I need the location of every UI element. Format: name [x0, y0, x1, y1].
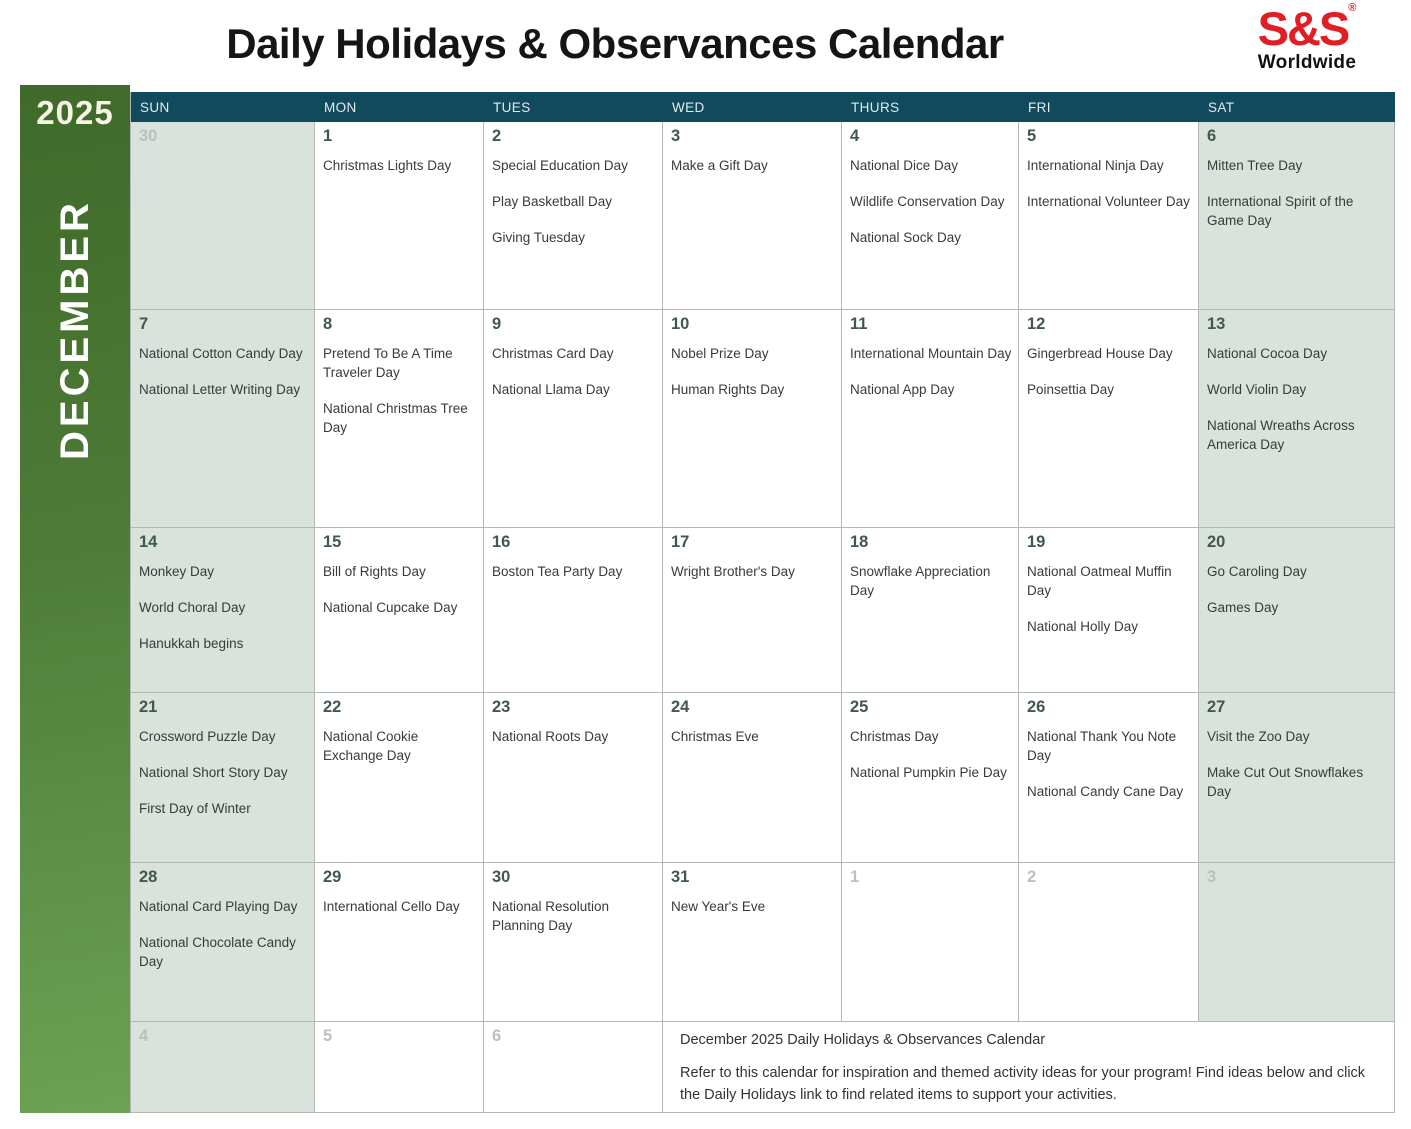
date-number: 2 — [1027, 868, 1037, 886]
date-number: 17 — [671, 533, 690, 551]
holiday-label: International Mountain Day — [850, 346, 1012, 361]
day-cell-11 — [842, 310, 1019, 528]
date-number: 24 — [671, 698, 690, 716]
holiday-label: National Llama Day — [492, 382, 610, 398]
date-number: 21 — [139, 698, 158, 716]
day-cell-21 — [131, 693, 315, 863]
holiday-label: International Cello Day — [323, 899, 460, 914]
day-cell-10 — [663, 310, 842, 528]
holiday-label: National Cookie Exchange Day — [323, 729, 419, 764]
holiday-label: National Christmas Tree Day — [323, 401, 468, 436]
page-title: Daily Holidays & Observances Calendar — [226, 20, 1004, 67]
day-cell-29 — [315, 863, 484, 1022]
day-cell-24 — [663, 693, 842, 863]
holiday-label: Gingerbread House Day — [1027, 346, 1173, 361]
holiday-label: First Day of Winter — [139, 801, 251, 817]
date-number: 20 — [1207, 533, 1226, 551]
date-number: 26 — [1027, 698, 1046, 716]
holiday-label: National Chocolate Candy Day — [139, 935, 296, 970]
day-cell-26 — [1019, 693, 1199, 863]
day-cell-30 — [484, 863, 663, 1022]
holiday-label: National Thank You Note Day — [1027, 729, 1177, 764]
registered-trademark-symbol: ® — [1348, 2, 1357, 14]
date-number: 25 — [850, 698, 869, 716]
holiday-label: World Choral Day — [139, 600, 246, 616]
holiday-label: National Roots Day — [492, 729, 609, 744]
footer-note-title: December 2025 Daily Holidays & Observances Calendar — [680, 1032, 1046, 1048]
day-cell-15 — [315, 528, 484, 693]
holiday-label: Nobel Prize Day — [671, 346, 769, 361]
holiday-label: International Ninja Day — [1027, 158, 1164, 173]
holiday-label: Snowflake Appreciation Day — [850, 564, 991, 599]
date-number: 18 — [850, 533, 869, 551]
holiday-label: Make a Gift Day — [671, 158, 768, 173]
date-number: 11 — [850, 315, 868, 333]
date-number: 30 — [139, 127, 158, 145]
day-of-week-header-sat: SAT — [1199, 92, 1395, 122]
holiday-label: Giving Tuesday — [492, 230, 586, 246]
day-cell-18 — [842, 528, 1019, 693]
holiday-label: National Sock Day — [850, 230, 962, 246]
holiday-label: Crossword Puzzle Day — [139, 729, 276, 744]
date-number: 30 — [492, 868, 511, 886]
year-label: 2025 — [36, 94, 114, 131]
day-cell-3 — [663, 122, 842, 310]
day-cell-31 — [663, 863, 842, 1022]
date-number: 15 — [323, 533, 342, 551]
date-number: 1 — [323, 127, 333, 145]
holiday-label: Christmas Card Day — [492, 346, 614, 361]
day-cell-5 — [315, 1022, 484, 1113]
date-number: 6 — [1207, 127, 1217, 145]
date-number: 12 — [1027, 315, 1046, 333]
day-cell-4 — [842, 122, 1019, 310]
month-label: DECEMBER — [52, 199, 97, 461]
date-number: 3 — [1207, 868, 1217, 886]
holiday-label: National Card Playing Day — [139, 899, 298, 914]
day-cell-4 — [131, 1022, 315, 1113]
day-cell-28 — [131, 863, 315, 1022]
holiday-label: Mitten Tree Day — [1207, 158, 1303, 173]
date-number: 10 — [671, 315, 690, 333]
holiday-label: Boston Tea Party Day — [492, 564, 623, 579]
holiday-label: Christmas Day — [850, 729, 939, 744]
day-cell-17 — [663, 528, 842, 693]
date-number: 29 — [323, 868, 342, 886]
date-number: 23 — [492, 698, 511, 716]
holiday-label: Christmas Lights Day — [323, 158, 452, 173]
date-number: 27 — [1207, 698, 1226, 716]
date-number: 22 — [323, 698, 342, 716]
calendar-grid — [130, 92, 1395, 1113]
footer-note — [663, 1022, 1395, 1113]
date-number: 7 — [139, 315, 149, 333]
day-cell-6 — [1199, 122, 1395, 310]
date-number: 6 — [492, 1027, 502, 1045]
holiday-label: Visit the Zoo Day — [1207, 729, 1310, 744]
day-cell-14 — [131, 528, 315, 693]
date-number: 8 — [323, 315, 333, 333]
logo-mark: S&S® — [1257, 2, 1357, 55]
holiday-label: National Cotton Candy Day — [139, 346, 303, 361]
day-cell-12 — [1019, 310, 1199, 528]
day-cell-6 — [484, 1022, 663, 1113]
holiday-label: Human Rights Day — [671, 382, 785, 398]
holiday-label: International Spirit of the Game Day — [1207, 194, 1354, 229]
holiday-label: Poinsettia Day — [1027, 382, 1115, 398]
holiday-label: Make Cut Out Snowflakes Day — [1207, 765, 1364, 800]
holiday-label: Pretend To Be A Time Traveler Day — [323, 346, 453, 381]
holiday-label: Monkey Day — [139, 564, 215, 579]
holiday-label: National Wreaths Across America Day — [1207, 418, 1355, 453]
holiday-label: Games Day — [1207, 600, 1279, 616]
holiday-label: National Dice Day — [850, 158, 959, 173]
company-logo — [1247, 2, 1367, 73]
day-of-week-header-sun: SUN — [131, 92, 315, 122]
holiday-label: Hanukkah begins — [139, 636, 244, 652]
holiday-label: National Pumpkin Pie Day — [850, 765, 1007, 781]
day-cell-5 — [1019, 122, 1199, 310]
holiday-label: Special Education Day — [492, 158, 628, 173]
holiday-label: Wright Brother's Day — [671, 564, 795, 579]
date-number: 9 — [492, 315, 502, 333]
day-cell-22 — [315, 693, 484, 863]
date-number: 31 — [671, 868, 690, 886]
date-number: 5 — [323, 1027, 333, 1045]
day-of-week-header-fri: FRI — [1019, 92, 1199, 122]
day-cell-1 — [842, 863, 1019, 1022]
day-of-week-header-thurs: THURS — [842, 92, 1019, 122]
date-number: 19 — [1027, 533, 1046, 551]
day-cell-20 — [1199, 528, 1395, 693]
day-cell-30 — [131, 122, 315, 310]
date-number: 16 — [492, 533, 511, 551]
holiday-label: National Oatmeal Muffin Day — [1027, 564, 1172, 599]
holiday-label: Bill of Rights Day — [323, 564, 426, 579]
day-cell-2 — [484, 122, 663, 310]
day-cell-8 — [315, 310, 484, 528]
day-cell-1 — [315, 122, 484, 310]
date-number: 4 — [850, 127, 860, 145]
day-cell-7 — [131, 310, 315, 528]
date-number: 4 — [139, 1027, 149, 1045]
date-number: 1 — [850, 868, 860, 886]
day-cell-27 — [1199, 693, 1395, 863]
date-number: 14 — [139, 533, 158, 551]
holiday-label: National Resolution Planning Day — [492, 899, 610, 934]
holiday-label: Wildlife Conservation Day — [850, 194, 1005, 210]
day-cell-25 — [842, 693, 1019, 863]
date-number: 3 — [671, 127, 681, 145]
holiday-label: National Cocoa Day — [1207, 346, 1328, 361]
day-cell-2 — [1019, 863, 1199, 1022]
day-of-week-header-wed: WED — [663, 92, 842, 122]
date-number: 28 — [139, 868, 158, 886]
day-cell-9 — [484, 310, 663, 528]
holiday-label: National Short Story Day — [139, 765, 288, 781]
holiday-label: World Violin Day — [1207, 382, 1307, 398]
holiday-label: National Holly Day — [1027, 619, 1139, 635]
day-cell-23 — [484, 693, 663, 863]
month-sidebar — [20, 85, 130, 1113]
day-cell-13 — [1199, 310, 1395, 528]
holiday-label: Play Basketball Day — [492, 194, 613, 210]
holiday-label: National App Day — [850, 382, 955, 398]
day-cell-19 — [1019, 528, 1199, 693]
day-cell-16 — [484, 528, 663, 693]
day-of-week-header-mon: MON — [315, 92, 484, 122]
day-of-week-header-tues: TUES — [484, 92, 663, 122]
holiday-label: National Cupcake Day — [323, 600, 458, 616]
date-number: 5 — [1027, 127, 1037, 145]
holiday-label: National Letter Writing Day — [139, 382, 301, 398]
holiday-label: New Year's Eve — [671, 899, 766, 914]
holiday-label: International Volunteer Day — [1027, 194, 1190, 210]
footer-note-body: Refer to this calendar for inspiration and themed activity ideas for your program! Find ideas below and click the Daily Holidays link to find related items to support your activities. — [680, 1065, 1366, 1103]
holiday-label: Go Caroling Day — [1207, 564, 1307, 579]
logo-subtext: Worldwide — [1257, 52, 1357, 73]
holiday-label: National Candy Cane Day — [1027, 784, 1184, 800]
date-number: 2 — [492, 127, 502, 145]
day-cell-3 — [1199, 863, 1395, 1022]
holiday-label: Christmas Eve — [671, 729, 759, 744]
date-number: 13 — [1207, 315, 1226, 333]
